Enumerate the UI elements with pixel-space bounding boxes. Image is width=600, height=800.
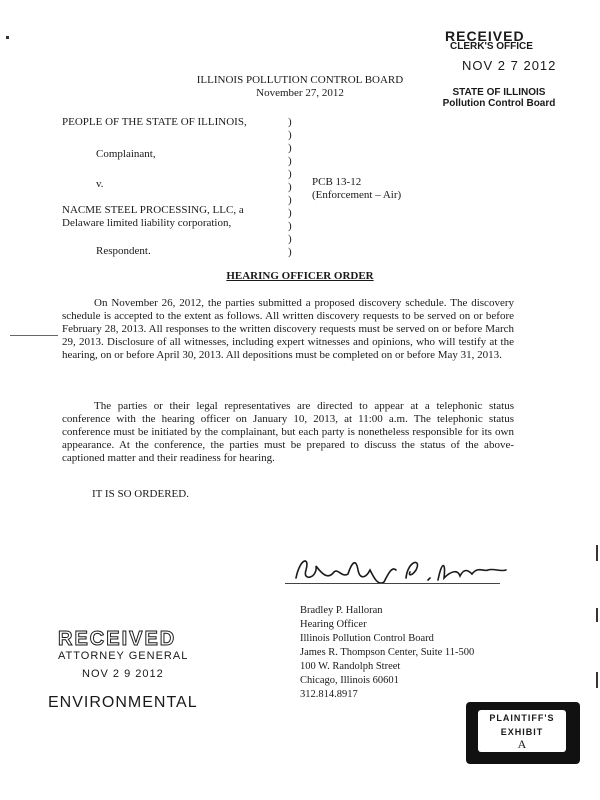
bracket: ) — [288, 155, 292, 167]
case-info — [312, 176, 401, 202]
stamp-office-label: CLERK'S OFFICE — [450, 41, 533, 52]
order-date: November 27, 2012 — [256, 87, 344, 99]
stamp-division: ENVIRONMENTAL — [48, 694, 198, 711]
bracket: ) — [288, 233, 292, 245]
scan-mark — [596, 672, 598, 688]
caption-brackets — [288, 116, 298, 259]
board-name: ILLINOIS POLLUTION CONTROL BOARD — [196, 74, 404, 86]
caption-defendant-line1: NACME STEEL PROCESSING, LLC, a — [62, 204, 244, 216]
scan-mark — [596, 545, 598, 561]
stamp-date: NOV 2 7 2012 — [462, 58, 557, 73]
bracket: ) — [288, 207, 292, 219]
bracket: ) — [288, 168, 292, 180]
stamp-state-line1: STATE OF ILLINOIS — [452, 87, 546, 98]
stamp-date: NOV 2 9 2012 — [82, 668, 164, 680]
order-title: HEARING OFFICER ORDER — [226, 270, 374, 282]
caption-plaintiff: PEOPLE OF THE STATE OF ILLINOIS, — [62, 116, 247, 128]
signer-address-1: James R. Thompson Center, Suite 11-500 — [300, 647, 475, 658]
bracket: ) — [288, 181, 292, 193]
closing-statement: IT IS SO ORDERED. — [92, 488, 189, 500]
stamp-state — [439, 87, 559, 109]
stamp-state-line2: Pollution Control Board — [442, 98, 556, 109]
caption-versus: v. — [96, 178, 104, 190]
exhibit-line-2: EXHIBIT — [500, 727, 544, 737]
signer-city: Chicago, Illinois 60601 — [300, 675, 399, 686]
scan-mark — [596, 608, 598, 622]
exhibit-sticker — [466, 702, 580, 764]
signer-title: Hearing Officer — [300, 619, 367, 630]
signer-phone: 312.814.8917 — [300, 689, 358, 700]
caption-respondent-role: Respondent. — [96, 245, 151, 257]
scan-mark — [10, 335, 58, 336]
order-paragraph-2 — [62, 400, 514, 465]
paragraph-text: The parties or their legal representatives are directed to appear at a telephonic status conference with the hearing officer on January 10, 2013, at 11:00 a.m. The telephonic status conference must be initiated by the complainant, but each party is nonetheless responsible for its own appearance. At the conference, the parties must be prepared to discuss the status of the above-captioned matter and their readiness for hearing. — [62, 400, 514, 464]
order-paragraph-1 — [62, 297, 514, 362]
case-number: PCB 13-12 — [312, 176, 362, 188]
signer-organization: Illinois Pollution Control Board — [300, 633, 434, 644]
stamp-received-label: RECEIVED — [58, 628, 177, 650]
bracket: ) — [288, 194, 292, 206]
bracket: ) — [288, 116, 292, 128]
bracket: ) — [288, 246, 292, 258]
document-header — [180, 74, 420, 100]
signature-block — [300, 604, 474, 702]
exhibit-number: A — [517, 737, 527, 751]
case-type: (Enforcement – Air) — [312, 189, 402, 201]
handwritten-signature — [288, 548, 518, 592]
caption-complainant-role: Complainant, — [96, 148, 156, 160]
stamp-received-label: RECEIVED — [445, 28, 525, 44]
signer-name: Bradley P. Halloran — [300, 605, 383, 616]
bracket: ) — [288, 220, 292, 232]
signature-line — [285, 583, 500, 584]
exhibit-sticker-label — [478, 710, 566, 752]
paragraph-text: On November 26, 2012, the parties submitted a proposed discovery schedule. The discovery schedule is accepted to the extent as follows. All written discovery requests to be served on or before February 28, 2013. All responses to the written discovery requests must be served on or before March 29, 2013. Disclosure of all witnesses, including expert witnesses and opinions, who will testify at the hearing, on or before April 30, 2013. All depositions must be completed on or before May 31, 2013. — [62, 297, 514, 361]
exhibit-line-1: PLAINTIFF'S — [489, 713, 555, 723]
bracket: ) — [288, 129, 292, 141]
scan-mark — [6, 36, 9, 39]
caption-defendant-line2: Delaware limited liability corporation, — [62, 217, 232, 229]
stamp-office-label: ATTORNEY GENERAL — [58, 650, 189, 662]
bracket: ) — [288, 142, 292, 154]
signer-address-2: 100 W. Randolph Street — [300, 661, 401, 672]
